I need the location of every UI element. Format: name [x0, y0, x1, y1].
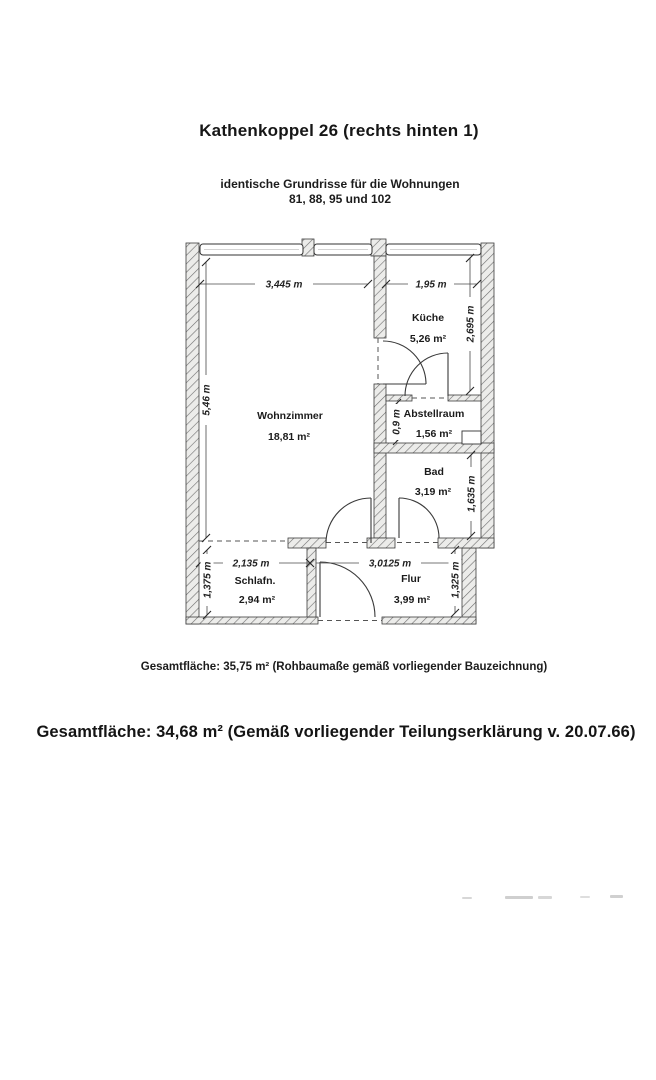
subtitle-line-2: 81, 88, 95 und 102	[288, 192, 392, 206]
windows	[200, 244, 481, 255]
room-wohnzimmer-area: 18,81 m²	[267, 431, 311, 443]
dim-1375: 1,375 m	[202, 561, 214, 599]
door-bad	[399, 498, 439, 538]
wall-divider-lower	[374, 384, 386, 538]
wall-pier-wohnzimmer-bottom	[288, 538, 326, 548]
room-abstellraum-area: 1,56 m²	[415, 428, 453, 440]
wall-left	[186, 243, 199, 624]
wall-right-upper	[481, 243, 494, 548]
wall-bad-bottom	[438, 538, 494, 548]
dim-30125: 3,0125 m	[368, 558, 412, 570]
room-kueche-name: Küche	[411, 312, 445, 324]
dim-3445: 3,445 m	[265, 279, 303, 291]
room-wohnzimmer-name: Wohnzimmer	[257, 410, 323, 422]
wall-pier-top-divider	[371, 239, 386, 256]
wall-pier-top-mid	[302, 239, 314, 256]
dimension-labels	[200, 278, 478, 607]
wall-kueche-abstellraum-left	[386, 395, 412, 401]
footnote-rohbaumasse: Gesamtfläche: 35,75 m² (Rohbaumaße gemäß vorliegender Bauzeichnung)	[140, 661, 548, 673]
wall-abstellraum-bad	[374, 443, 494, 453]
door-wohnzimmer	[326, 498, 371, 543]
wall-right-lower	[462, 548, 476, 624]
dim-1635: 1,635 m	[466, 475, 478, 513]
footnote-teilungserklaerung: Gesamtfläche: 34,68 m² (Gemäß vorliegender Teilungserklärung v. 20.07.66)	[36, 723, 636, 741]
dim-2695: 2,695 m	[465, 305, 477, 343]
door-abstellraum	[405, 353, 448, 396]
wall-bottom-left	[186, 617, 318, 624]
room-kueche-area: 5,26 m²	[409, 333, 447, 345]
room-schlafnische-name: Schlafn.	[234, 575, 276, 587]
dim-2135: 2,135 m	[232, 558, 270, 570]
dim-1325: 1,325 m	[450, 561, 462, 599]
room-abstellraum-name: Abstellraum	[403, 408, 465, 420]
wall-schlafnische-flur	[307, 548, 316, 617]
room-flur-name: Flur	[401, 573, 421, 585]
page-title: Kathenkoppel 26 (rechts hinten 1)	[199, 121, 479, 140]
floorplan-svg	[178, 236, 502, 634]
wall-kueche-abstellraum-right	[448, 395, 481, 401]
room-schlafnische-area: 2,94 m²	[238, 594, 276, 606]
page-subtitle	[12, 177, 656, 207]
room-flur-area: 3,99 m²	[393, 594, 431, 606]
room-bad-area: 3,19 m²	[414, 486, 452, 498]
floorplan-drawing	[178, 236, 502, 634]
dim-09: 0,9 m	[391, 409, 403, 435]
wall-divider-upper	[374, 256, 386, 338]
door-kueche	[383, 341, 426, 384]
room-bad-name: Bad	[424, 466, 444, 478]
dim-195: 1,95 m	[415, 279, 447, 291]
dim-546: 5,46 m	[201, 384, 213, 416]
subtitle-line-1: identische Grundrisse für die Wohnungen	[220, 177, 460, 191]
door-entry	[320, 562, 375, 617]
wall-bottom-right	[382, 617, 476, 624]
duct-shaft-box	[462, 431, 481, 444]
